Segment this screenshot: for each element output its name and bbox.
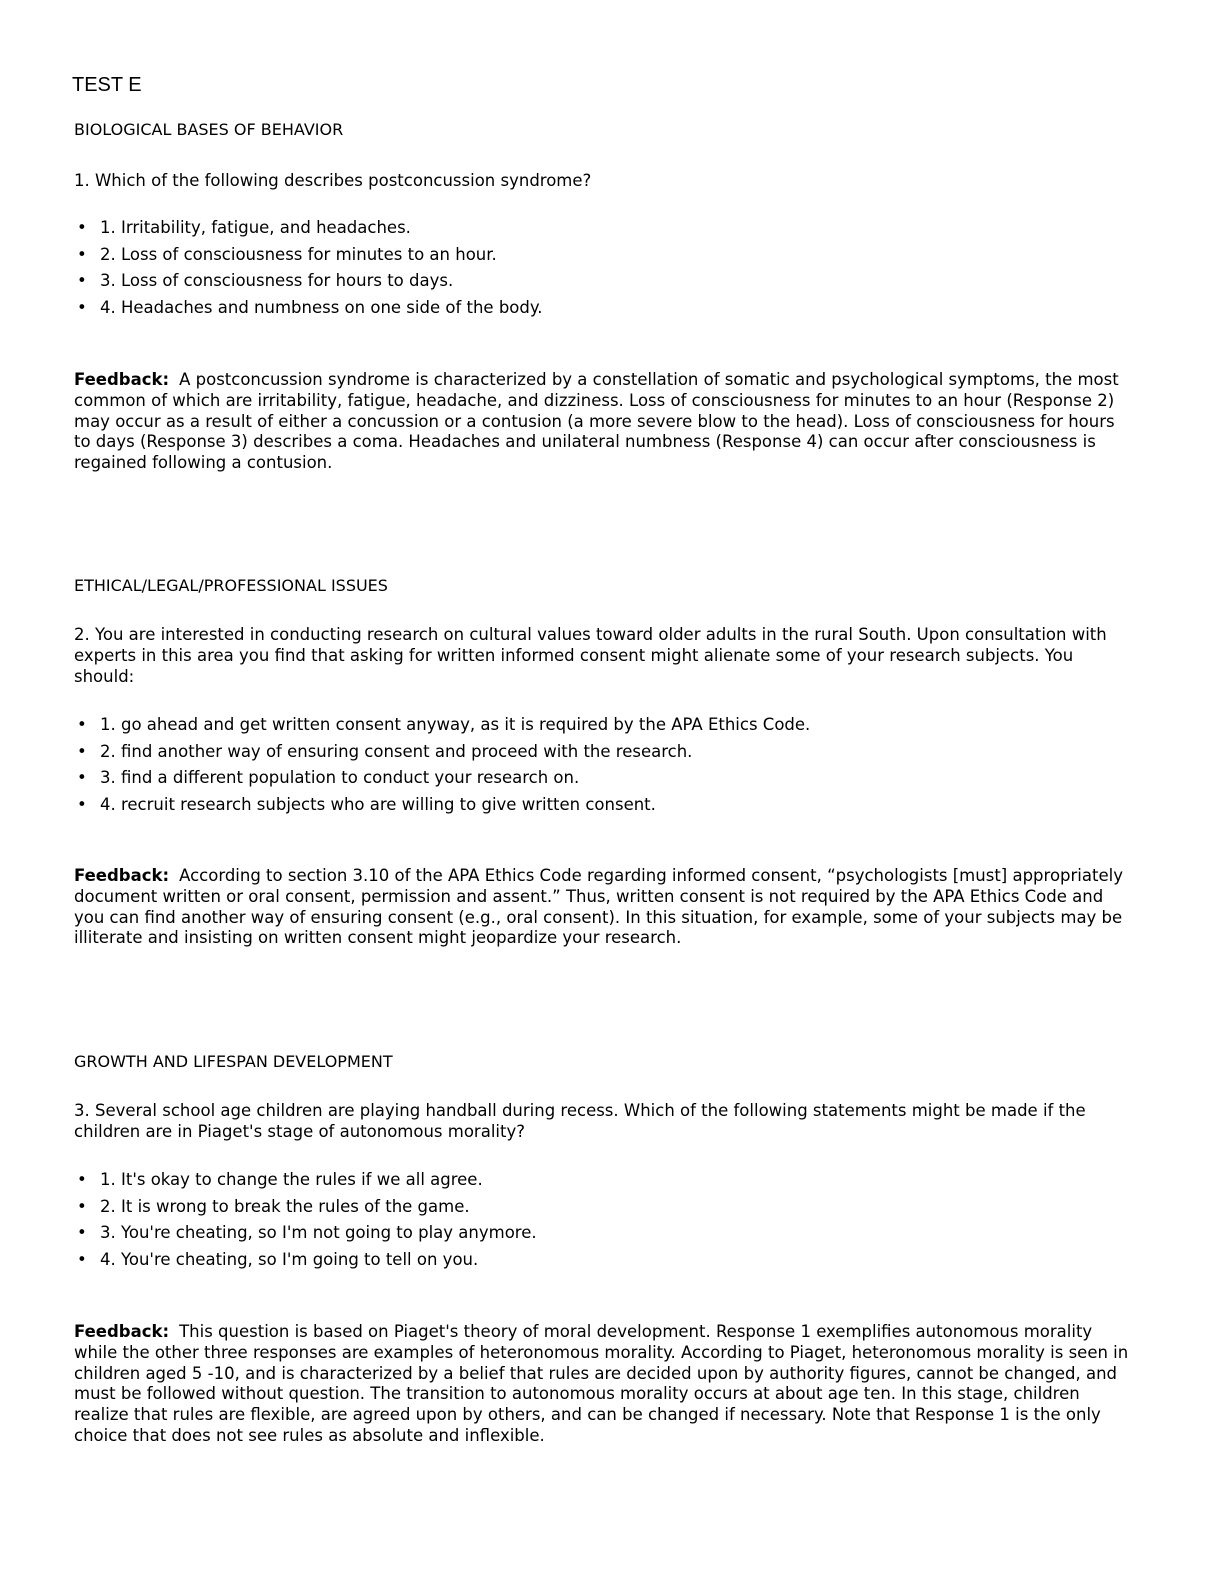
feedback-label: Feedback:	[74, 1322, 170, 1341]
option-text: 4. recruit research subjects who are willing to give written consent.	[100, 794, 656, 814]
option-text: 3. You're cheating, so I'm not going to play anymore.	[100, 1223, 537, 1242]
answer-option	[74, 1249, 537, 1276]
answer-option	[74, 1196, 537, 1223]
answer-options	[74, 1169, 537, 1275]
feedback-text: This question is based on Piaget's theory of moral development. Response 1 exemplifies autonomous morality while the other three responses are examples of heteronomous morality. According to Piaget, heteronomous morality is seen in children aged 5 -10, and is characterized by a belief that rules are decided upon by authority figures, cannot be changed, and must be followed without question. The transition to autonomous morality occurs at about age ten. In this stage, children realize that rules are flexible, are agreed upon by others, and can be changed if necessary. Note that Response 1 is the only choice that does not see rules as absolute and inflexible.	[74, 1322, 1129, 1445]
section-ethical-legal	[74, 576, 1136, 948]
feedback-label: Feedback:	[74, 370, 170, 389]
option-text: 4. You're cheating, so I'm going to tell on you.	[100, 1249, 479, 1269]
section-growth-lifespan	[74, 1052, 1136, 1445]
feedback-label: Feedback:	[74, 866, 170, 885]
section-heading: GROWTH AND LIFESPAN DEVELOPMENT	[74, 1052, 393, 1071]
bullet-icon: •	[77, 218, 87, 237]
section-heading: ETHICAL/LEGAL/PROFESSIONAL ISSUES	[74, 576, 388, 595]
bullet-icon: •	[77, 741, 87, 761]
question-text: 1. Which of the following describes postconcussion syndrome?	[74, 171, 592, 190]
bullet-icon: •	[77, 715, 87, 734]
answer-option	[74, 217, 543, 244]
option-text: 2. It is wrong to break the rules of the game.	[100, 1196, 470, 1216]
document-title: TEST E	[72, 74, 142, 96]
answer-option	[74, 794, 810, 821]
answer-option	[74, 297, 543, 324]
option-text: 3. Loss of consciousness for hours to days.	[100, 271, 454, 290]
section-biological-bases	[74, 120, 1136, 473]
answer-option	[74, 741, 810, 768]
answer-option	[74, 767, 810, 794]
feedback-paragraph	[74, 866, 1136, 949]
answer-option	[74, 1169, 537, 1196]
question-text: 2. You are interested in conducting research on cultural values toward older adults in the rural South. Upon consultation with experts in this area you find that asking for written informed consent might alienate some of your research subjects. You should:	[74, 625, 1107, 686]
bullet-icon: •	[77, 1223, 87, 1242]
bullet-icon: •	[77, 768, 87, 787]
feedback-paragraph	[74, 370, 1136, 474]
bullet-icon: •	[77, 271, 87, 290]
feedback-text: According to section 3.10 of the APA Ethics Code regarding informed consent, “psychologists [must] appropriately document written or oral consent, permission and assent.” Thus, written consent is not required by the APA Ethics Code and you can find another way of ensuring consent (e.g., oral consent). In this situation, for example, some of your subjects may be illiterate and insisting on written consent might jeopardize your research.	[74, 866, 1123, 948]
bullet-icon: •	[77, 1196, 87, 1216]
answer-option	[74, 1222, 537, 1249]
option-text: 1. go ahead and get written consent anyway, as it is required by the APA Ethics Code.	[100, 715, 811, 734]
option-text: 3. find a different population to conduct your research on.	[100, 768, 580, 787]
bullet-icon: •	[77, 794, 87, 814]
bullet-icon: •	[77, 1249, 87, 1269]
answer-option	[74, 270, 543, 297]
answer-option	[74, 244, 543, 271]
answer-options	[74, 217, 543, 323]
answer-options	[74, 714, 810, 820]
feedback-paragraph	[74, 1322, 1136, 1447]
option-text: 1. Irritability, fatigue, and headaches.	[100, 218, 411, 237]
feedback-text: A postconcussion syndrome is characterized by a constellation of somatic and psychological symptoms, the most common of which are irritability, fatigue, headache, and dizziness. Loss of consciousness for minutes to an hour (Response 2) may occur as a result of either a concussion or a contusion (a more severe blow to the head). Loss of consciousness for hours to days (Response 3) describes a coma. Headaches and unilateral numbness (Response 4) can occur after consciousness is regained following a contusion.	[74, 370, 1119, 473]
option-text: 2. find another way of ensuring consent and proceed with the research.	[100, 741, 693, 761]
bullet-icon: •	[77, 1170, 87, 1189]
option-text: 1. It's okay to change the rules if we all agree.	[100, 1170, 483, 1189]
option-text: 2. Loss of consciousness for minutes to an hour.	[100, 244, 497, 264]
bullet-icon: •	[77, 297, 87, 317]
section-heading: BIOLOGICAL BASES OF BEHAVIOR	[74, 120, 344, 139]
option-text: 4. Headaches and numbness on one side of the body.	[100, 297, 543, 317]
bullet-icon: •	[77, 244, 87, 264]
question-text: 3. Several school age children are playing handball during recess. Which of the following statements might be made if the children are in Piaget's stage of autonomous morality?	[74, 1101, 1086, 1141]
answer-option	[74, 714, 810, 741]
